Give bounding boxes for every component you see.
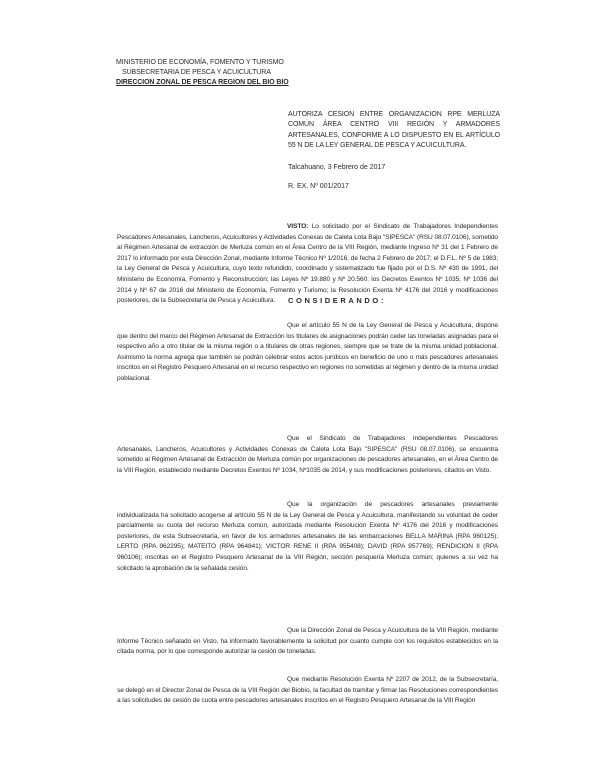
considerando-text: previamente individualizada ha solicitado acogerse al artículo 55 N de la Ley General de Pesca y Acuicultura, manifestando su voluntad de ceder parcialmente su cuota del recurso Merluza común, autorizada mediante Resolución Exenta Nº 4176 del 2016 y modificaciones posteriores, de esta Subsecretaría, en favor de los armadores artesanales de las embarcaciones BELLA MARINA (RPA 960125); LERTO (RPA 962295); MATEITO (RPA 964841); VICTOR RENE II (RPA 955408); DAVID (RPA 957769); RENDICION II (RPA 960106); inscritas en el Registro Pesquero Artesanal de la VIII Región, sección pesquería Merluza común; quienes a su vez ha solicitado la aprobación de la señalada cesión.: [117, 501, 498, 572]
considerando-text: Región, mediante Informe Técnico señalado en Visto, ha informado favorablemente la solicitud por cuanto cumple con los requisitos establecidos en la citada norma, por lo que corresponde autorizar la cesión de toneladas.: [117, 627, 498, 656]
resolution-title: AUTORIZA CESION ENTRE ORGANIZACION RPE MERLUZA COMÚN ÁREA CENTRO VIII REGIÓN Y ARMADORES ARTESANALES, CONFORME A LO DISPUESTO EN EL ARTÍCULO 55 N DE LA LEY GENERAL DE PESCA Y ACUICULTURA.: [288, 111, 500, 150]
considerando-paragraph: [117, 675, 498, 707]
considerando-paragraph: [117, 626, 498, 658]
visto-label: VISTO:: [287, 223, 309, 230]
visto-text: Lo solicitado por el Sindicato de Trabajadores Independientes Pescadores Artesanales, Lancheros, Acuicultores y Actividades Conexas de Caleta Lota Bajo "SIPESCA" (RSU 08.07.0106), sometido al Régimen Artesanal de extracción de Merluza común en el Área Centro de la VIII Región, mediante Ingreso Nº 31 del 1 Febrero de 2017 lo informado por esta Dirección Zonal, mediante Informe Técnico Nº 1/2016, de fecha 2 Febrero de 2017; el D.F.L. Nº 5 de 1983; la Ley General de Pesca y Acuicultura, cuyo texto refundido, coordinado y sistematizado fue fijado por el D.S. Nº 430 de 1991, del Ministerio de Economía, Fomento y Reconstrucción; las Leyes Nº 19.880 y Nº 20.560; los Decretos Exentos Nº 1035, Nº 1036 del 2014 y Nº 67 de 2016 del Ministerio de Economía, Fomento y Turismo; la Resolución Exenta Nº 4176 del 2016 y modificaciones posteriores, de la Subsecretaría de Pesca y Acuicultura.: [117, 223, 498, 305]
considerando-lead: Que la organización de pescadores artesanales: [287, 501, 455, 508]
considerando-paragraph: [117, 321, 498, 385]
resolution-number: R. EX. Nº 001/2017: [288, 183, 349, 190]
considerando-lead: Que mediante Resolución Exenta Nº 2207 de 2012, de: [287, 676, 447, 683]
considerando-lead: Que la Dirección Zonal de Pesca y Acuicultura de la VIII: [287, 627, 446, 634]
subsecretaria-name: SUBSECRETARIA DE PESCA Y ACUICULTURA: [122, 69, 271, 76]
considerando-text: Pescadores Artesanales, Lancheros, Acuicultores y Actividades Conexas de Caleta Lota Bajo "SIPESCA" (RSU 08.07.0106), se encuentra sometido al Régimen Artesanal de Extracción de Merluza común por organizaciones de pescadores artesanales, en el Área Centro de la VIII Región, establecido mediante Decretos Exentos Nº 1034, Nº1035 de 2014, y sus modificaciones posteriores, citados en Visto.: [117, 435, 498, 474]
considerando-lead: Que el Sindicato de Trabajadores Independientes: [287, 435, 457, 442]
considerando-paragraph: [117, 500, 498, 574]
visto-paragraph: [117, 222, 498, 307]
considerando-text: Acuicultura, dispone que dentro del marco del Régimen Artesanal de Extracción los titulares de asignaciones podrán ceder las toneladas asignadas para el respectivo año a otro titular de la misma región o a titulares de otras regiones, siempre que se trate de la misma unidad poblacional. Asimismo la norma agrega que también se podrán celebrar estos actos jurídicos en beneficio de uno o más pescadores artesanales inscritos en el Registro Pesquero Artesanal en el recurso respectivo en regiones no sometidas al régimen y dentro de la misma unidad poblacional.: [117, 322, 498, 382]
considerando-lead: Que el artículo 55 N de la Ley General de Pesca y: [287, 322, 438, 329]
considerando-text: la Subsecretaría, se delegó en el Director Zonal de Pesca de la VIII Región del Biobío, la facultad de tramitar y firmar las Resoluciones correspondientes a las solicitudes de cesión de cuota entre pescadores artesanales inscritos en el Registro Pesquero Artesanal de la VIII Región: [117, 676, 498, 705]
date-line: Talcahuano, 3 Febrero de 2017: [288, 164, 386, 171]
letterhead: [116, 58, 289, 88]
considerando-heading: CONSIDERANDO:: [288, 296, 386, 305]
considerando-paragraph: [117, 434, 498, 476]
ministry-name: MINISTERIO DE ECONOMÍA, FOMENTO Y TURISMO: [116, 59, 284, 66]
direccion-name: DIRECCION ZONAL DE PESCA REGION DEL BIO BIO: [116, 79, 289, 86]
